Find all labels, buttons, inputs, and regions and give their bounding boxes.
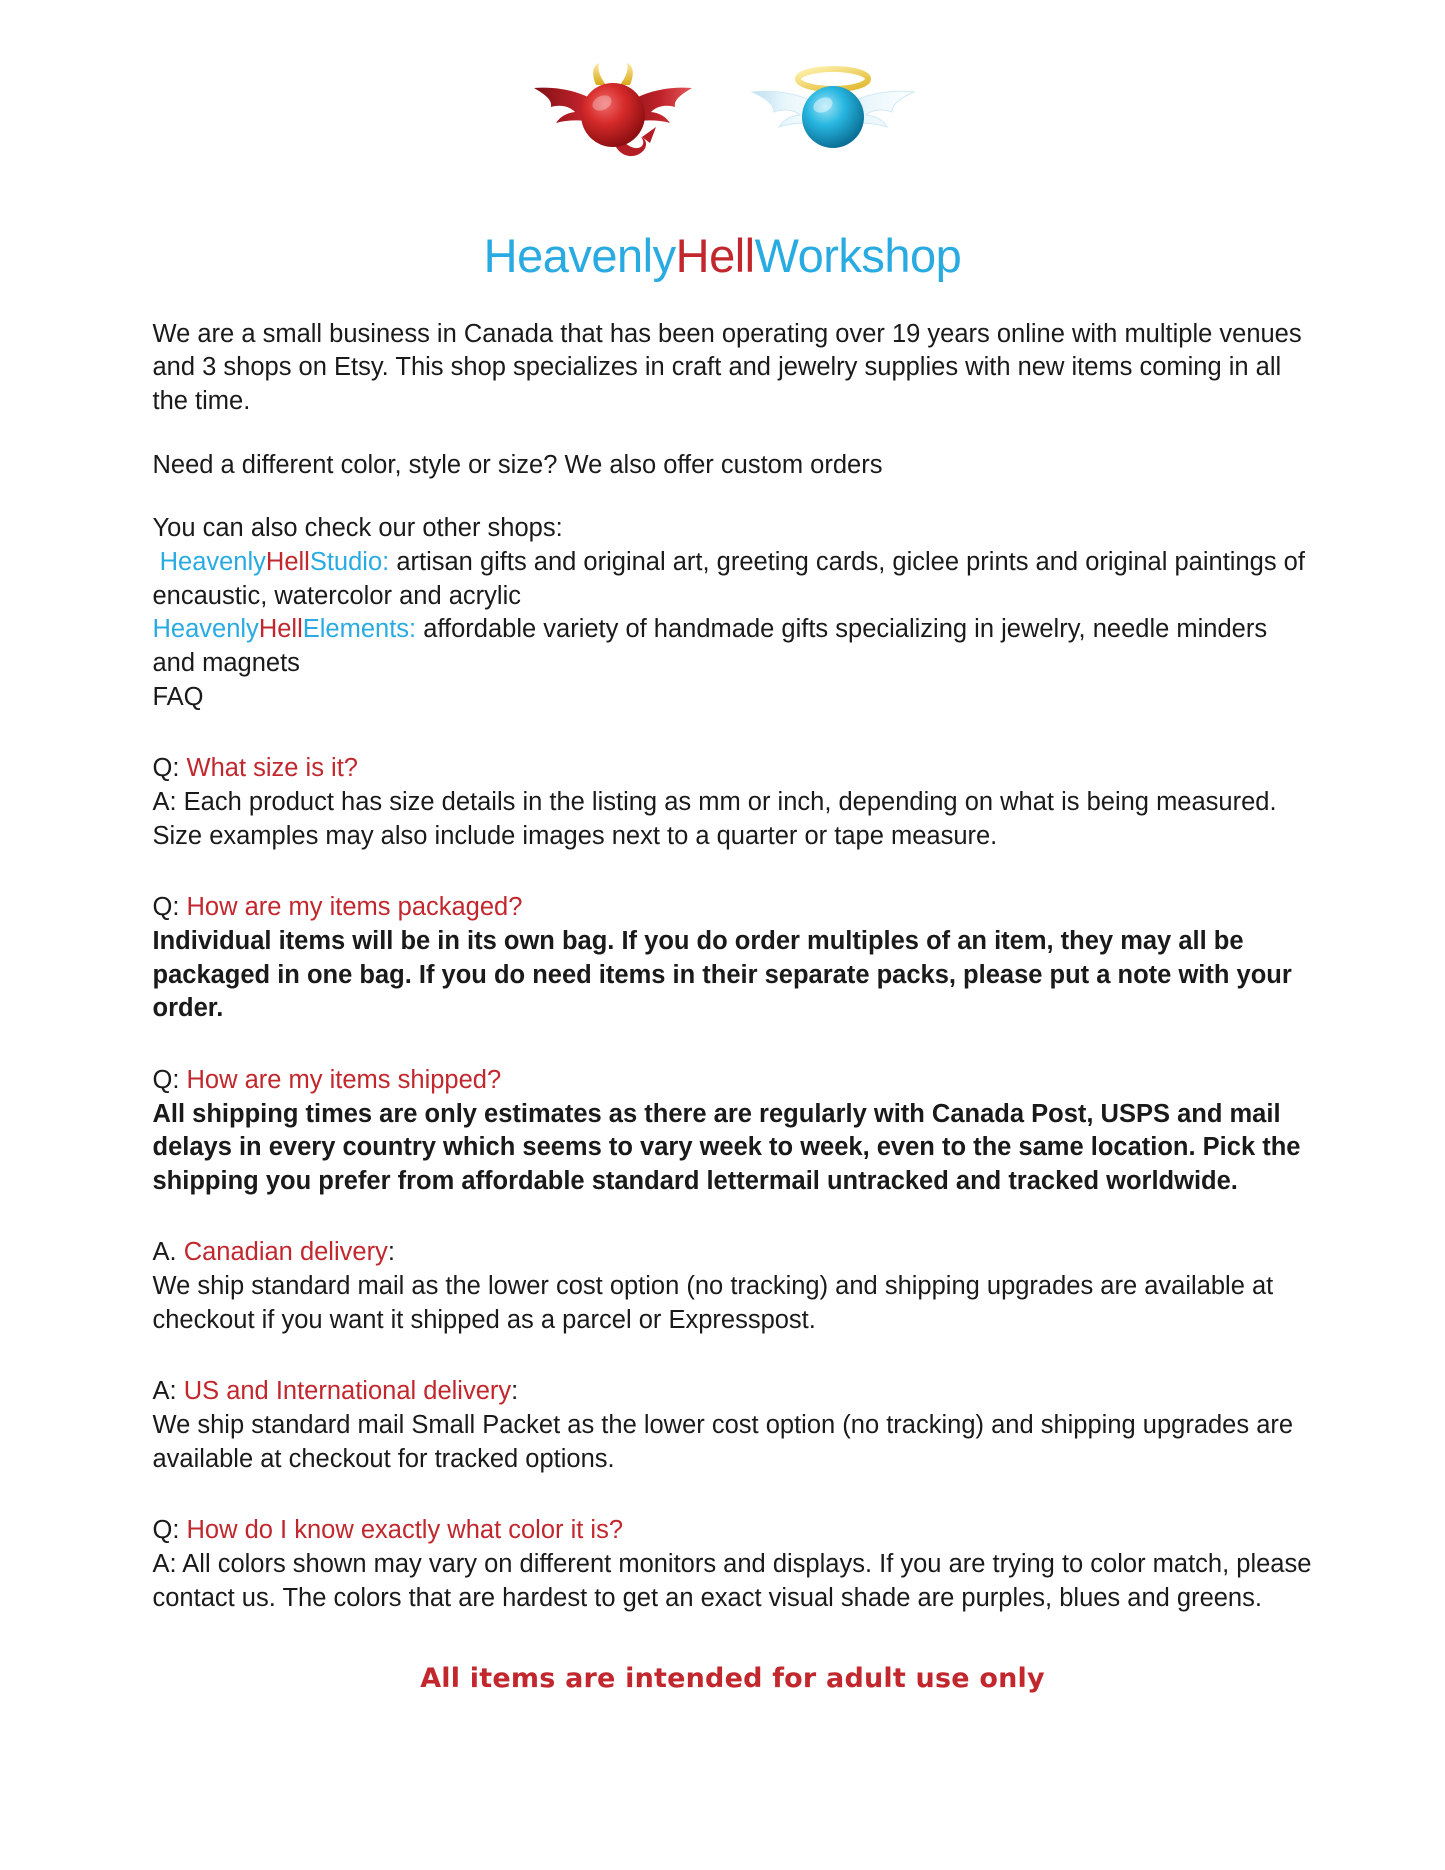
faq-question-text: How are my items shipped? bbox=[186, 1065, 502, 1094]
faq-question-line bbox=[153, 1064, 1313, 1098]
faq-item bbox=[153, 1064, 1313, 1199]
faq-item bbox=[153, 1375, 1313, 1476]
faq-label: FAQ bbox=[152, 682, 204, 711]
faq-item bbox=[153, 1236, 1313, 1337]
faq-question-prefix: A. bbox=[152, 1238, 184, 1267]
shop-link-elements-line bbox=[153, 613, 1313, 680]
adult-use-notice: All items are intended for adult use only bbox=[420, 1663, 1045, 1695]
title-part-hell: Hell bbox=[675, 229, 755, 282]
faq-question-text: US and International delivery bbox=[183, 1377, 512, 1406]
faq-item bbox=[153, 1514, 1313, 1615]
shop-elements-description: affordable variety of handmade gifts specializing in jewelry, needle minders and magnets bbox=[152, 615, 1268, 677]
faq-question-line bbox=[153, 1514, 1313, 1548]
angel-ball-icon bbox=[738, 55, 928, 170]
faq-question-line bbox=[153, 1236, 1313, 1270]
faq-question-text: How do I know exactly what color it is? bbox=[186, 1516, 624, 1545]
shop-elements-name-part1[interactable]: Heavenly bbox=[152, 615, 259, 644]
faq-question-prefix: Q: bbox=[152, 754, 187, 783]
intro-paragraph-2: Need a different color, style or size? We also offer custom orders bbox=[152, 450, 883, 479]
faq-answer-text: We ship standard mail as the lower cost option (no tracking) and shipping upgrades are available at checkout if you want it shipped as a parcel or Expresspost. bbox=[152, 1272, 1274, 1334]
faq-question-prefix: A: bbox=[152, 1377, 184, 1406]
shop-studio-name-part3[interactable]: Studio: bbox=[309, 547, 390, 576]
shop-link-studio-line bbox=[153, 546, 1313, 613]
page-title bbox=[0, 230, 1445, 282]
faq-answer-text: A: All colors shown may vary on different monitors and displays. If you are trying to color match, please contact us. The colors that are hardest to get an exact visual shade are purples, blues and greens. bbox=[152, 1550, 1312, 1612]
faq-item bbox=[153, 752, 1313, 853]
document-body bbox=[133, 318, 1313, 1697]
faq-question-text: What size is it? bbox=[186, 754, 358, 783]
faq-item bbox=[153, 891, 1313, 1026]
title-part-workshop: Workshop bbox=[754, 229, 962, 282]
faq-question-suffix: : bbox=[511, 1377, 519, 1406]
faq-question-prefix: Q: bbox=[152, 1065, 187, 1094]
faq-answer-text: A: Each product has size details in the listing as mm or inch, depending on what is being measured. Size examples may also include images next to a quarter or tape measure. bbox=[152, 787, 1277, 850]
faq-answer-text: Individual items will be in its own bag. If you do order multiples of an item, they may all be packaged in one bag. If you do need items in their separate packs, please put a note with your order. bbox=[152, 926, 1292, 1023]
shop-elements-name-part3[interactable]: Elements: bbox=[302, 615, 417, 644]
faq-question-text: Canadian delivery bbox=[183, 1238, 388, 1267]
shop-studio-description: artisan gifts and original art, greeting cards, giclee prints and original paintings of encaustic, watercolor and acrylic bbox=[152, 547, 1305, 610]
intro-paragraph-1: We are a small business in Canada that has been operating over 19 years online with multiple venues and 3 shops on Etsy. This shop specializes in craft and jewelry supplies with new items coming in all the time. bbox=[152, 319, 1302, 415]
other-shops-heading: You can also check our other shops: bbox=[152, 514, 563, 543]
shop-studio-name-part1[interactable]: Heavenly bbox=[159, 547, 266, 576]
faq-question-prefix: Q: bbox=[152, 893, 187, 922]
faq-question-text: How are my items packaged? bbox=[186, 893, 523, 922]
title-part-heavenly: Heavenly bbox=[483, 229, 676, 282]
faq-question-suffix: : bbox=[387, 1238, 395, 1267]
faq-question-line bbox=[153, 1375, 1313, 1409]
faq-answer-text: All shipping times are only estimates as there are regularly with Canada Post, USPS and mail delays in every country which seems to vary week to week, even to the same location. Pick the shipping you prefer from affordable standard lettermail untracked and tracked worldwide. bbox=[152, 1099, 1301, 1195]
faq-question-prefix: Q: bbox=[152, 1516, 187, 1545]
logo-row bbox=[0, 0, 1445, 172]
shop-studio-name-part2[interactable]: Hell bbox=[265, 547, 310, 576]
other-shops-block bbox=[153, 512, 1313, 714]
faq-question-line bbox=[153, 752, 1313, 786]
devil-ball-icon bbox=[518, 55, 708, 170]
shop-elements-name-part2[interactable]: Hell bbox=[258, 615, 303, 644]
faq-answer-text: We ship standard mail Small Packet as the lower cost option (no tracking) and shipping upgrades are available at checkout for tracked options. bbox=[152, 1411, 1294, 1473]
faq-question-line bbox=[153, 891, 1313, 925]
